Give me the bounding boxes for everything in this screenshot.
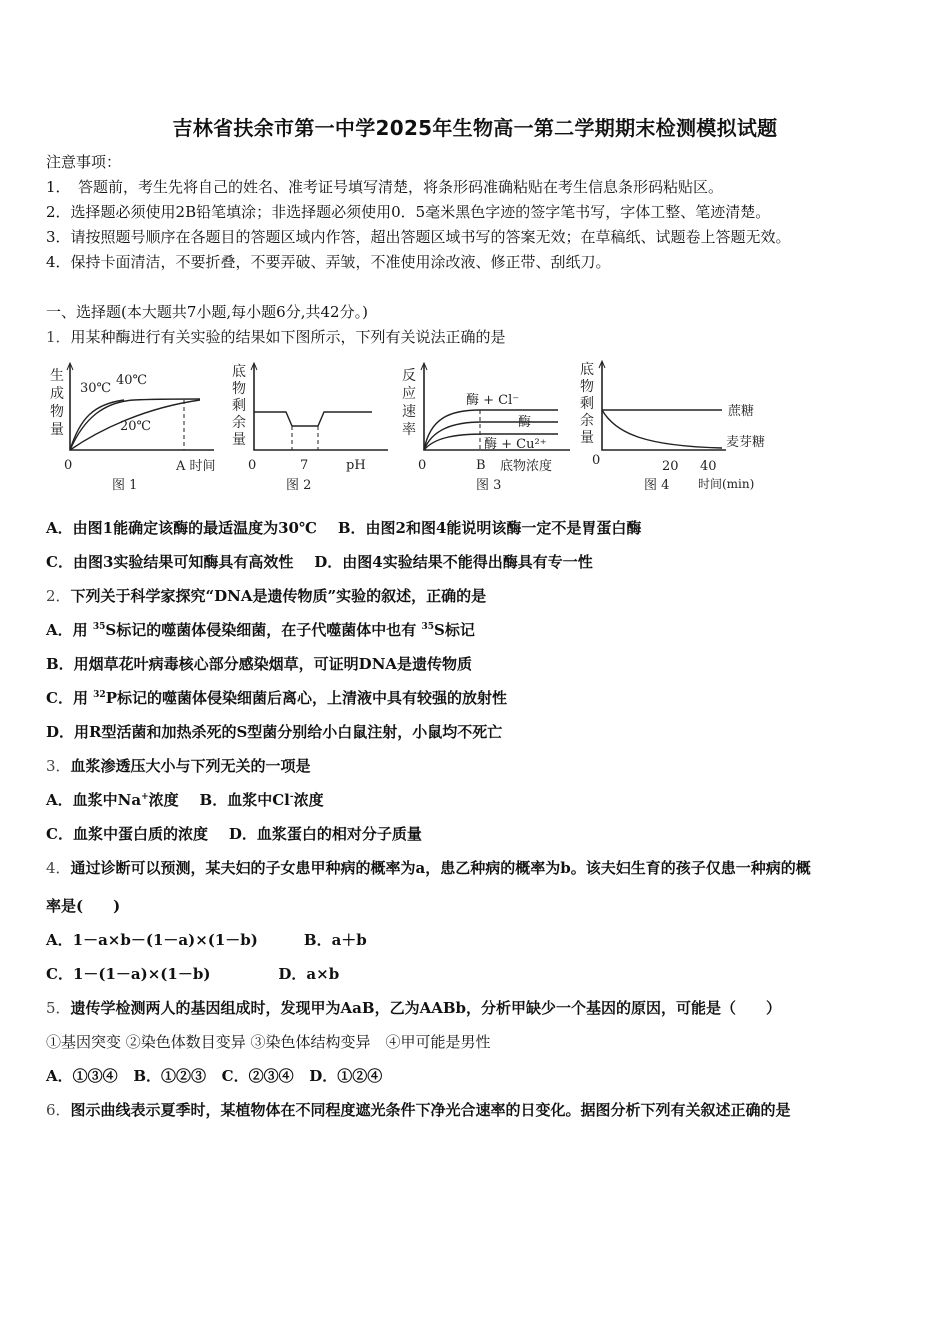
q4-options-row-2 (46, 964, 339, 984)
fig3-label-cl: 酶 + Cl⁻ (466, 393, 520, 408)
q5-choices: ①基因突变 ②染色体数目变异 ③染色体结构变异 ④甲可能是男性 (46, 1033, 491, 1051)
question-2-stem (46, 586, 486, 606)
fig1-ylabel-char: 生 (50, 368, 64, 384)
option-text: A．血浆中Na (46, 791, 142, 809)
fig4-tick: 20 (662, 459, 679, 474)
question-text: 通过诊断可以预测，某夫妇的子女患甲种病的概率为a，患乙种病的概率为b。该夫妇生育的孩子仅患一种病的概 (70, 859, 811, 877)
fig4-ylabel-char: 底 (580, 362, 594, 378)
question-number: 4． (46, 859, 71, 877)
fig4-ylabel-char: 物 (580, 379, 594, 395)
q5-options-row (46, 1066, 382, 1086)
fig2-axes (254, 364, 388, 450)
option-a[interactable]: A．由图1能确定该酶的最适温度为30℃ (46, 519, 317, 537)
fig1-origin: 0 (64, 458, 73, 473)
figure-4 (576, 358, 766, 498)
q1-figures (44, 358, 774, 498)
question-4-stem (46, 858, 811, 878)
q4-options-row-1 (46, 930, 367, 950)
q3-options-row-1 (46, 790, 324, 810)
notice-item: 1． 答题前，考生先将自己的姓名、准考证号填写清楚，将条形码准确粘贴在考生信息条形码粘贴区。 (46, 178, 724, 196)
fig3-caption: 图 3 (476, 478, 502, 493)
fig4-curve-maltose (602, 410, 722, 448)
option-d[interactable]: D．①②④ (309, 1067, 383, 1085)
option-c[interactable] (46, 688, 507, 708)
section-heading: 一、选择题(本大题共7小题,每小题6分,共42分。) (46, 303, 368, 321)
question-text: 用某种酶进行有关实验的结果如下图所示，下列有关说法正确的是 (70, 328, 506, 346)
fig3-ylabel-char: 反 (402, 368, 416, 384)
option-a[interactable] (46, 791, 179, 809)
superscript: 35 (92, 622, 106, 632)
fig2-ylabel-char: 余 (232, 415, 246, 431)
superscript: + (141, 792, 149, 802)
question-4-stem-cont: 率是( ) (46, 897, 121, 915)
fig2-ylabel-char: 量 (232, 432, 246, 448)
fig2-ylabel-char: 剩 (232, 398, 246, 414)
fig1-xlabel: A 时间 (176, 459, 216, 474)
q1-options-row-2 (46, 552, 593, 572)
option-b[interactable]: B．a＋b (303, 931, 367, 949)
option-text: P标记的噬菌体侵染细菌后离心，上清液中具有较强的放射性 (105, 689, 507, 707)
option-b[interactable]: B．①②③ (133, 1067, 206, 1085)
fig4-axes (602, 362, 726, 450)
option-text: S标记的噬菌体侵染细菌，在子代噬菌体中也有 (105, 621, 422, 639)
option-text: 浓度 (293, 791, 324, 809)
notice-item: 3．请按照题号顺序在各题目的答题区域内作答，超出答题区域书写的答案无效；在草稿纸、试题卷上答题无效。 (46, 228, 791, 246)
fig1-label-40c: 40℃ (116, 373, 148, 388)
fig4-ylabel-char: 剩 (580, 396, 594, 412)
fig1-caption: 图 1 (112, 478, 138, 493)
fig4-xlabel: 时间(min) (698, 477, 755, 491)
fig2-caption: 图 2 (286, 478, 312, 493)
notice-item: 4．保持卡面清洁，不要折叠，不要弄破、弄皱，不准使用涂改液、修正带、刮纸刀。 (46, 253, 611, 271)
fig2-xlabel: pH (346, 458, 366, 473)
fig3-origin: 0 (418, 458, 427, 473)
superscript: - (289, 792, 294, 802)
fig3-ylabel-char: 应 (402, 386, 416, 402)
fig1-ylabel-char: 成 (50, 386, 64, 402)
figure-3 (400, 358, 580, 498)
q1-options-row-1 (46, 518, 641, 538)
option-b[interactable]: B．由图2和图4能说明该酶一定不是胃蛋白酶 (337, 519, 642, 537)
fig4-label-maltose: 麦芽糖 (726, 435, 766, 450)
fig4-ylabel-char: 余 (580, 413, 594, 429)
fig2-tick: 7 (300, 458, 309, 473)
option-b[interactable]: B．用烟草花叶病毒核心部分感染烟草，可证明DNA是遗传物质 (46, 655, 473, 673)
question-text: 血浆渗透压大小与下列无关的一项是 (70, 757, 311, 775)
option-b[interactable] (200, 791, 324, 809)
option-text: 浓度 (148, 791, 179, 809)
option-c[interactable]: C．由图3实验结果可知酶具有高效性 (46, 553, 294, 571)
notice-heading: 注意事项： (46, 153, 122, 171)
q3-options-row-2 (46, 824, 422, 844)
option-a[interactable]: A．①③④ (46, 1067, 118, 1085)
option-text: C．用 (46, 689, 94, 707)
option-a[interactable]: A．1－a×b－(1－a)×(1－b) (46, 931, 258, 949)
option-text: A．用 (46, 621, 93, 639)
question-number: 3． (46, 757, 71, 775)
option-c[interactable]: C．1－(1－a)×(1－b) (46, 965, 211, 983)
fig1-ylabel-char: 物 (50, 404, 64, 420)
superscript: 32 (93, 690, 106, 700)
fig2-ylabel-char: 底 (232, 364, 246, 380)
fig4-ylabel-char: 量 (580, 430, 594, 446)
question-number: 6． (46, 1101, 71, 1119)
superscript: 35 (421, 622, 434, 632)
question-1-stem (46, 327, 506, 347)
option-d[interactable]: D．由图4实验结果不能得出酶具有专一性 (314, 553, 593, 571)
question-5-stem (46, 998, 781, 1018)
question-text: 图示曲线表示夏季时，某植物体在不同程度遮光条件下净光合速率的日变化。据图分析下列有关叙述正确的是 (70, 1101, 791, 1119)
fig3-ylabel-char: 速 (402, 404, 416, 420)
fig4-label-sucrose: 蔗糖 (728, 404, 755, 419)
option-d[interactable]: D．用R型活菌和加热杀死的S型菌分别给小白鼠注射，小鼠均不死亡 (46, 723, 503, 741)
figure-2 (230, 358, 400, 498)
notice-item: 2．选择题必须使用2B铅笔填涂；非选择题必须使用0．5毫米黑色字迹的签字笔书写，字体工整、笔迹清楚。 (46, 203, 771, 221)
figure-1 (44, 358, 224, 498)
fig3-label-enzyme: 酶 (518, 415, 532, 430)
fig3-xlabel: 底物浓度 (500, 459, 553, 474)
fig1-ylabel-char: 量 (50, 422, 64, 438)
page-title: 吉林省扶余市第一中学2025年生物高一第二学期期末检测模拟试题 (172, 116, 778, 140)
fig4-caption: 图 4 (644, 478, 670, 493)
fig1-label-20c: 20℃ (120, 419, 152, 434)
question-number: 1． (46, 328, 71, 346)
fig1-label-30c: 30℃ (80, 381, 112, 396)
fig2-curve (254, 412, 372, 426)
fig2-origin: 0 (248, 458, 257, 473)
fig4-tick: 40 (700, 459, 717, 474)
question-number: 5． (46, 999, 71, 1017)
fig3-label-cu: 酶 + Cu²⁺ (484, 437, 547, 452)
question-text: 下列关于科学家探究“DNA是遗传物质”实验的叙述，正确的是 (70, 587, 487, 605)
option-d[interactable]: D．a×b (278, 965, 340, 983)
fig4-origin: 0 (592, 453, 601, 468)
question-6-stem (46, 1100, 791, 1120)
fig2-ylabel-char: 物 (232, 381, 246, 397)
option-a[interactable] (46, 620, 475, 640)
question-text: 遗传学检测两人的基因组成时，发现甲为AaB，乙为AABb，分析甲缺少一个基因的原因，可能是（ ） (70, 999, 782, 1017)
option-d[interactable]: D．血浆蛋白的相对分子质量 (228, 825, 422, 843)
option-text: B．血浆中Cl (199, 791, 290, 809)
question-3-stem (46, 756, 311, 776)
fig3-ylabel-char: 率 (402, 422, 416, 438)
option-c[interactable]: C．②③④ (221, 1067, 294, 1085)
fig3-tick: B (476, 458, 486, 473)
question-number: 2． (46, 587, 71, 605)
option-c[interactable]: C．血浆中蛋白质的浓度 (46, 825, 208, 843)
option-text: S标记 (434, 621, 475, 639)
